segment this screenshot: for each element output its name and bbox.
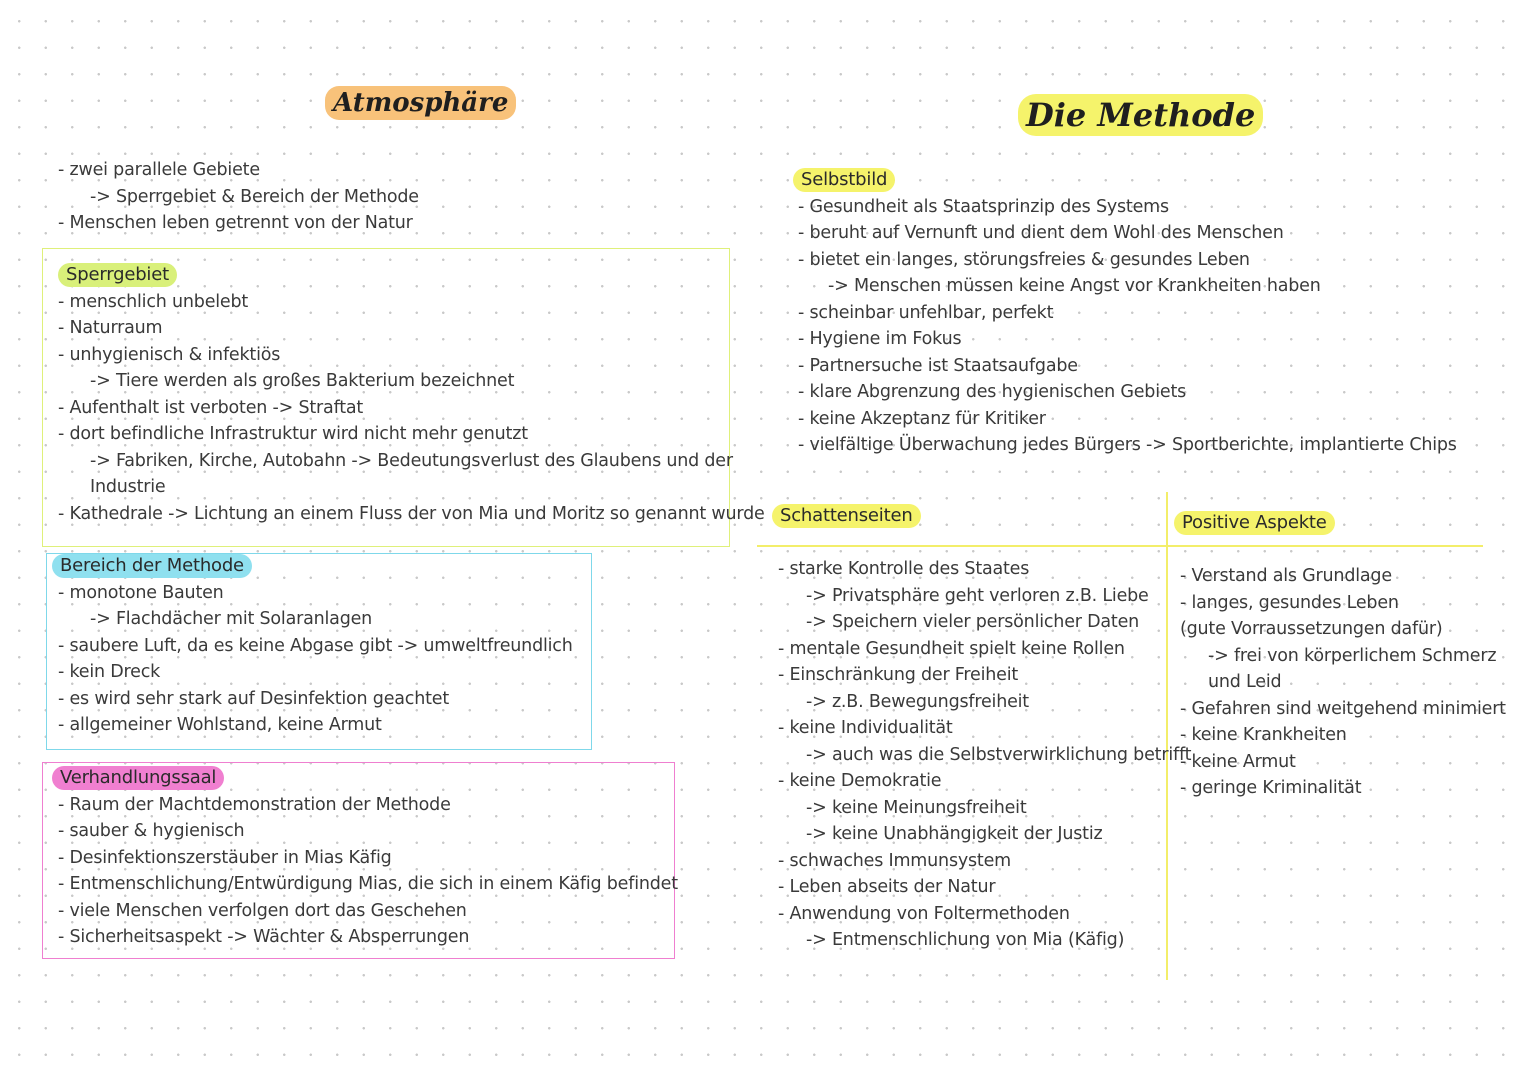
list-item: - viele Menschen verfolgen dort das Geschehen — [58, 900, 467, 921]
list-item: -> Tiere werden als großes Bakterium bezeichnet — [90, 371, 515, 391]
list-item: -> Speichern vieler persönlicher Daten — [806, 612, 1140, 632]
bereich-section — [52, 553, 573, 739]
methode-title: Die Methode — [1018, 96, 1263, 134]
list-item: - keine Krankheiten — [1180, 725, 1347, 745]
list-item: - Gefahren sind weitgehend minimiert — [1180, 698, 1506, 719]
list-item: - dort befindliche Infrastruktur wird nicht mehr genutzt — [58, 424, 528, 444]
selbstbild-section — [793, 167, 1457, 459]
list-item: -> Sperrgebiet & Bereich der Methode — [90, 186, 419, 207]
list-item: - Anwendung von Foltermethoden — [778, 903, 1070, 924]
list-item: - starke Kontrolle des Staates — [778, 559, 1030, 579]
list-item: -> Entmenschlichung von Mia (Käfig) — [806, 930, 1125, 950]
list-item: - monotone Bauten — [58, 582, 224, 603]
list-item: - keine Akzeptanz für Kritiker — [798, 408, 1046, 429]
list-item: - Raum der Machtdemonstration der Methode — [58, 794, 451, 815]
list-item: - keine Armut — [1180, 751, 1296, 772]
positive-heading: Positive Aspekte — [1174, 511, 1335, 535]
list-item: - allgemeiner Wohlstand, keine Armut — [58, 715, 382, 735]
list-item: - mentale Gesundheit spielt keine Rollen — [778, 638, 1125, 659]
list-item: -> keine Meinungsfreiheit — [806, 797, 1027, 818]
list-item: -> keine Unabhängigkeit der Justiz — [806, 824, 1103, 844]
list-item: - Sicherheitsaspekt -> Wächter & Absperrungen — [58, 927, 470, 947]
list-item: - kein Dreck — [58, 662, 161, 682]
schattenseiten-heading-wrap — [772, 503, 921, 530]
sperrgebiet-heading: Sperrgebiet — [58, 263, 177, 287]
list-item: - zwei parallele Gebiete — [58, 160, 260, 180]
verhandlungssaal-heading: Verhandlungssaal — [52, 766, 224, 790]
list-item: - Hygiene im Fokus — [798, 329, 962, 349]
list-item: - keine Individualität — [778, 718, 953, 738]
list-item: - Verstand als Grundlage — [1180, 566, 1392, 586]
list-item: -> Menschen müssen keine Angst vor Krankheiten haben — [828, 276, 1321, 296]
list-item: - Kathedrale -> Lichtung an einem Fluss der von Mia und Moritz so genannt wurde — [58, 503, 765, 524]
list-item: - menschlich unbelebt — [58, 291, 249, 312]
list-item: -> Fabriken, Kirche, Autobahn -> Bedeutungsverlust des Glaubens und der — [90, 450, 733, 471]
list-item: - langes, gesundes Leben — [1180, 592, 1399, 613]
verhandlungssaal-section — [52, 765, 678, 951]
list-item: - Desinfektionszerstäuber in Mias Käfig — [58, 847, 392, 868]
list-item: Industrie — [90, 477, 166, 497]
list-item: - scheinbar unfehlbar, perfekt — [798, 302, 1054, 323]
positive-heading-wrap — [1174, 510, 1335, 537]
list-item: - klare Abgrenzung des hygienischen Gebiets — [798, 382, 1187, 402]
list-item: - vielfältige Überwachung jedes Bürgers -> Sportberichte, implantierte Chips — [798, 435, 1457, 455]
list-item: - Einschränkung der Freiheit — [778, 665, 1019, 685]
list-item: - Entmenschlichung/Entwürdigung Mias, die sich in einem Käfig befindet — [58, 874, 678, 894]
list-item: und Leid — [1208, 672, 1282, 692]
selbstbild-heading: Selbstbild — [793, 168, 895, 192]
list-item: - Naturraum — [58, 318, 163, 338]
list-item: - schwaches Immunsystem — [778, 850, 1012, 871]
list-item: - Aufenthalt ist verboten -> Straftat — [58, 397, 364, 418]
list-item: - saubere Luft, da es keine Abgase gibt -> umweltfreundlich — [58, 635, 573, 656]
list-item: - unhygienisch & infektiös — [58, 344, 281, 365]
list-item: - bietet ein langes, störungsfreies & gesundes Leben — [798, 249, 1250, 270]
list-item: -> Privatsphäre geht verloren z.B. Liebe — [806, 585, 1149, 606]
list-item: - keine Demokratie — [778, 771, 942, 791]
list-item: - beruht auf Vernunft und dient dem Wohl des Menschen — [798, 223, 1284, 243]
schattenseiten-section — [778, 556, 1191, 954]
list-item: -> Flachdächer mit Solaranlagen — [90, 609, 373, 629]
atmosphere-title: Atmosphäre — [325, 88, 516, 118]
atmosphere-intro — [58, 157, 419, 237]
list-item: - geringe Kriminalität — [1180, 778, 1362, 798]
sperrgebiet-section — [58, 262, 765, 527]
list-item: -> auch was die Selbstverwirklichung betrifft — [806, 744, 1192, 765]
list-item: - Gesundheit als Staatsprinzip des Systems — [798, 196, 1169, 217]
list-item: -> frei von körperlichem Schmerz — [1208, 645, 1497, 666]
table-divider-horizontal — [757, 545, 1483, 547]
list-item: - sauber & hygienisch — [58, 821, 245, 841]
list-item: - es wird sehr stark auf Desinfektion geachtet — [58, 688, 449, 709]
list-item: (gute Vorraussetzungen dafür) — [1180, 619, 1443, 639]
positive-section — [1180, 563, 1506, 802]
list-item: -> z.B. Bewegungsfreiheit — [806, 691, 1029, 712]
list-item: - Leben abseits der Natur — [778, 877, 996, 897]
bereich-heading: Bereich der Methode — [52, 554, 252, 578]
schattenseiten-heading: Schattenseiten — [772, 504, 921, 528]
list-item: - Menschen leben getrennt von der Natur — [58, 213, 413, 233]
list-item: - Partnersuche ist Staatsaufgabe — [798, 355, 1078, 376]
